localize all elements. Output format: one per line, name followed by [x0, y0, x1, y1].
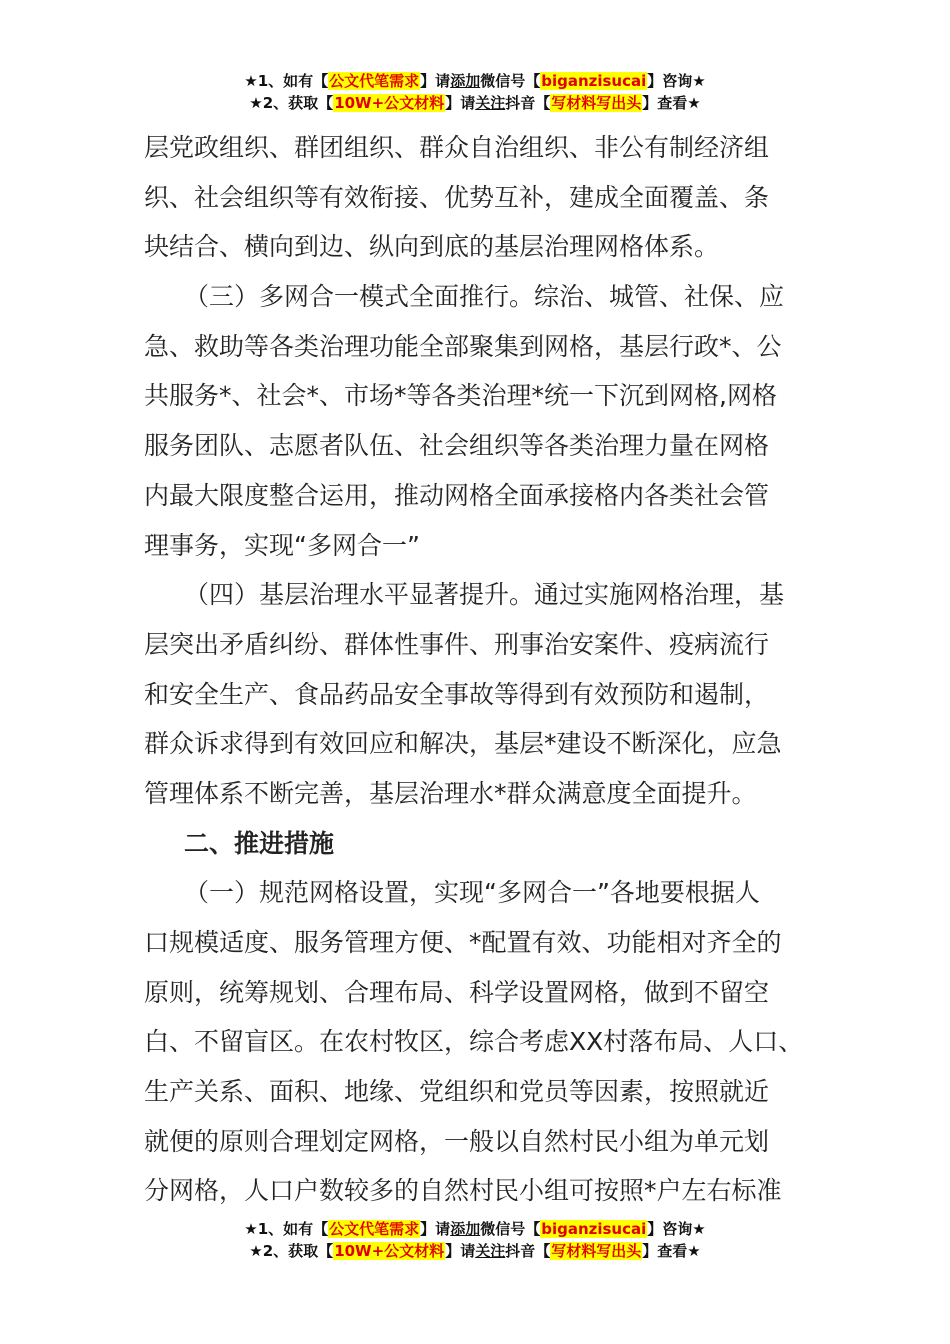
promo-underlined: 添加 [450, 1220, 481, 1238]
promo-text: ★2、获取【 [249, 94, 334, 112]
text-line: 理事务，实现“多网合一” [144, 530, 420, 560]
text-line: 口规模适度、服务管理方便、*配置有效、功能相对齐全的 [144, 928, 782, 957]
promo-text: 】请 [420, 72, 451, 90]
promo-text: ★2、获取【 [249, 1242, 334, 1260]
promo-text: 】查看★ [642, 1242, 701, 1260]
text-line: 和安全生产、食品药品安全事故等得到有效预防和遏制， [144, 679, 770, 709]
promo-text: 】咨询★ [647, 72, 706, 90]
promo-text: 】请 [445, 1242, 476, 1260]
promo-text: 微信号【 [480, 72, 541, 90]
promo-text: 】咨询★ [647, 1220, 706, 1238]
promo-line-2 [0, 1240, 950, 1262]
promo-footer [0, 1218, 950, 1262]
text-line: 内最大限度整合运用，推动网格全面承接格内各类社会管 [144, 480, 770, 510]
text-line: 群众诉求得到有效回应和解决，基层*建设不断深化，应急 [144, 729, 782, 759]
promo-line-2 [0, 92, 950, 114]
text-line: 急、救助等各类治理功能全部聚集到网格，基层行政*、公 [144, 331, 782, 361]
promo-line-1 [0, 70, 950, 92]
text-line: 层党政组织、群团组织、群众自治组织、非公有制经济组 [144, 133, 770, 162]
promo-text: 】请 [420, 1220, 451, 1238]
promo-wechat-id: biganzisucai [541, 72, 647, 90]
promo-douyin-id: 写材料写出头 [551, 1242, 642, 1260]
promo-text: 抖音【 [505, 94, 551, 112]
promo-underlined: 关注 [475, 94, 506, 112]
paragraph-start: （三）多网合一模式全面推行。综治、城管、社保、应 [184, 282, 785, 312]
promo-text: 】查看★ [642, 94, 701, 112]
text-line: 原则，统筹规划、合理布局、科学设置网格，做到不留空 [144, 977, 770, 1007]
promo-highlight: 公文代笔需求 [329, 1220, 420, 1238]
text-line: 织、社会组织等有效衔接、优势互补，建成全面覆盖、条 [144, 182, 770, 212]
promo-text: 微信号【 [480, 1220, 541, 1238]
promo-underlined: 关注 [475, 1242, 506, 1260]
paragraph-start: （四）基层治理水平显著提升。通过实施网格治理，基 [184, 580, 785, 610]
promo-underlined: 添加 [450, 72, 481, 90]
text-line: 层突出矛盾纠纷、群体性事件、刑事治安案件、疫病流行 [144, 629, 770, 659]
promo-highlight: 公文代笔需求 [329, 72, 420, 90]
text-line: 管理体系不断完善，基层治理水*群众满意度全面提升。 [144, 778, 757, 808]
section-heading: 二、推进措施 [184, 828, 335, 858]
promo-highlight: 10W+公文材料 [334, 1242, 445, 1260]
promo-highlight: 10W+公文材料 [334, 94, 445, 112]
text-line: 就便的原则合理划定网格，一般以自然村民小组为单元划 [144, 1126, 770, 1156]
promo-text: 抖音【 [505, 1242, 551, 1260]
text-line: 白、不留盲区。在农村牧区，综合考虑XX村落布局、人口、 [144, 1027, 804, 1057]
promo-wechat-id: biganzisucai [541, 1220, 647, 1238]
document-body [144, 123, 824, 1216]
promo-text: 】请 [445, 94, 476, 112]
text-line: 生产关系、面积、地缘、党组织和党员等因素，按照就近 [144, 1077, 770, 1107]
text-line: 块结合、横向到边、纵向到底的基层治理网格体系。 [144, 232, 720, 262]
promo-text: ★1、如有【 [244, 72, 329, 90]
promo-header [0, 70, 950, 114]
promo-line-1 [0, 1218, 950, 1240]
text-line: 共服务*、社会*、市场*等各类治理*统一下沉到网格,网格 [144, 381, 777, 411]
text-line: 服务团队、志愿者队伍、社会组织等各类治理力量在网格 [144, 431, 770, 461]
text-line: 分网格，人口户数较多的自然村民小组可按照*户左右标准 [144, 1176, 782, 1206]
paragraph-start: （一）规范网格设置，实现“多网合一”各地要根据人 [184, 878, 760, 908]
promo-text: ★1、如有【 [244, 1220, 329, 1238]
promo-douyin-id: 写材料写出头 [551, 94, 642, 112]
